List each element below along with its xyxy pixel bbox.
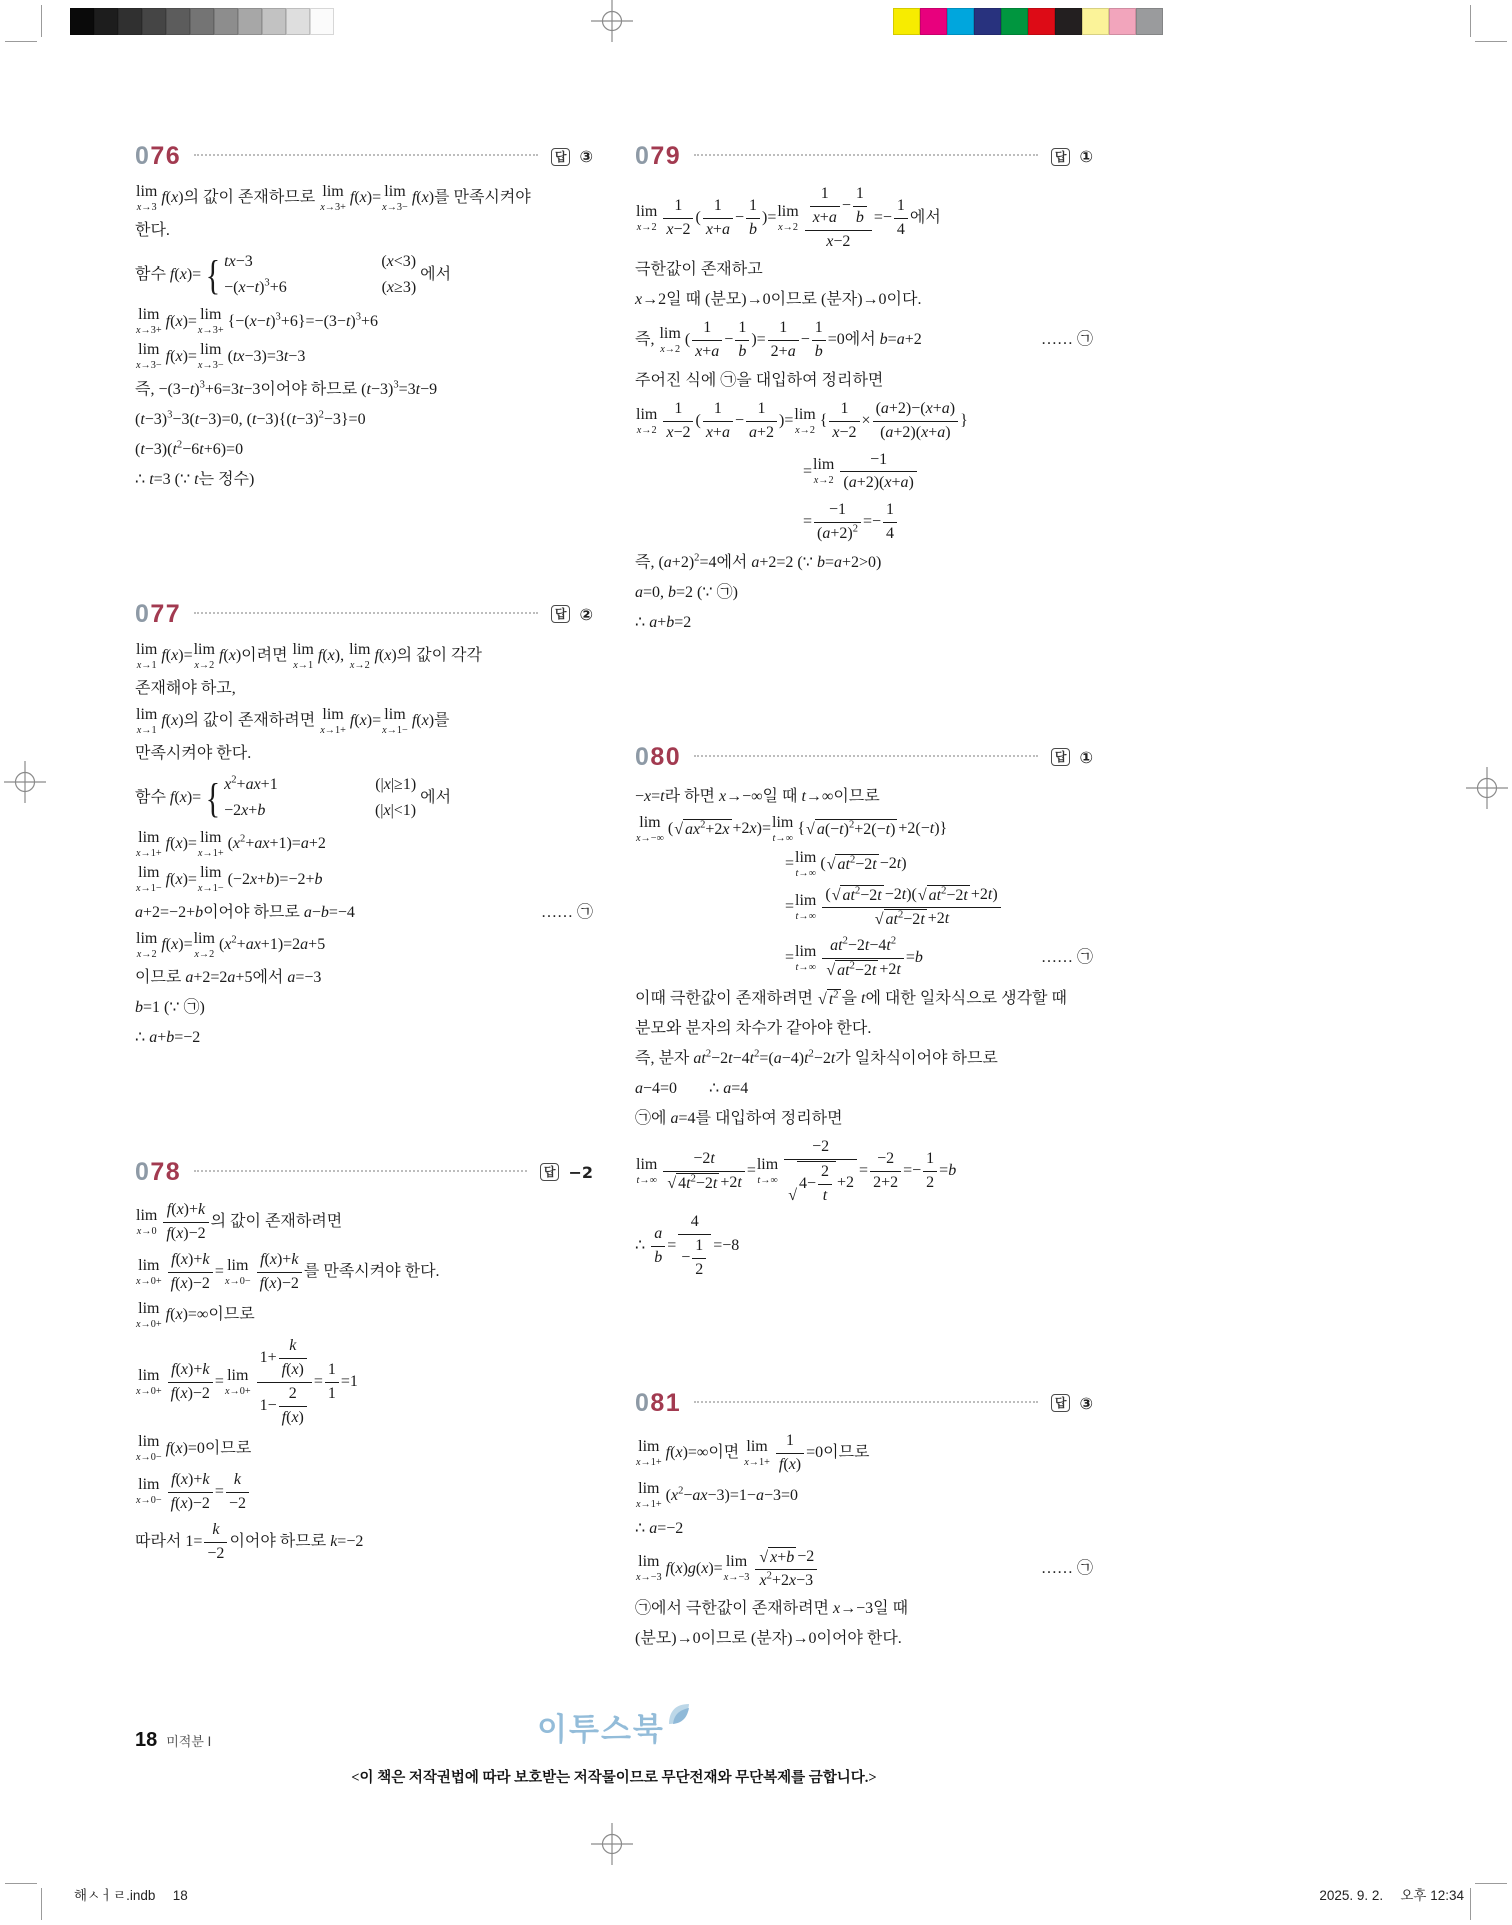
answer-badge: 답	[551, 605, 571, 623]
problem-number: 079	[635, 142, 682, 170]
registration-mark-bottom	[591, 1823, 633, 1865]
calibration-swatch	[893, 8, 920, 35]
answer-badge: 답	[1051, 1394, 1071, 1412]
solution-line: 만족시켜야 한다.	[135, 745, 252, 763]
dotted-leader	[694, 153, 1038, 156]
solution-line: lim x→−∞ ( √ $ax^2+2x$ +2x)= lim t→∞ { √ $a(-t)^2+2(-t)$ +2(−t)}	[636, 813, 948, 844]
solution-line: 주어진 식에 ㉠을 대입하여 정리하면	[635, 371, 884, 389]
crop-mark	[1470, 5, 1471, 37]
column-left	[135, 142, 593, 1657]
solution-line: 즉, 분자 $at^2-2t-4t^2=(a-4)t^2-2t$가 일차식이어야 하므로	[635, 1048, 998, 1068]
calibration-swatch	[190, 8, 214, 35]
problem-077	[135, 600, 593, 1050]
registration-mark-top	[591, 0, 633, 42]
solution-line: = lim x→2 $\frac{-1}{(a+2)(x+a)}$	[635, 450, 1093, 495]
answer-value: −2	[568, 1162, 593, 1182]
crop-mark	[1475, 1883, 1507, 1884]
crop-mark	[41, 1888, 42, 1920]
solution-line: ∴ a+b=2	[635, 613, 692, 631]
solution-line: b=1 (∵ ㉠)	[135, 998, 205, 1016]
problem-header	[135, 142, 593, 171]
solution-line: lim x→2 $\frac{1}{x-2}$ ( $\frac{1}{x+a}$ − $\frac{1}{a+2}$ )= lim x→2 { $\frac{1}{x-2}$ × $\frac{(a+2)-(x+a)}{(a+2)(x+a)}$ }	[636, 399, 968, 441]
solution-line: lim x→3+ f(x)= lim x→3+ $\{-(x-t)^3+6\}=-(3-t)^3+6$	[136, 306, 379, 337]
problem-header	[635, 142, 1093, 171]
answer-value: ②	[579, 604, 593, 624]
calibration-swatch	[1055, 8, 1082, 35]
problem-number: 076	[135, 142, 182, 170]
reference-tag: …… ㉠	[540, 903, 593, 921]
solution-line: x→2일 때 (분모)→0이므로 (분자)→0이다.	[635, 291, 922, 309]
problem-header	[135, 600, 593, 629]
crop-mark	[5, 41, 37, 42]
solution-line: 극한값이 존재하고	[635, 261, 763, 279]
answer-badge: 답	[551, 148, 571, 166]
problem-081	[635, 1389, 1093, 1652]
problem-number: 077	[135, 599, 182, 628]
reference-tag: …… ㉠	[1040, 331, 1093, 349]
solution-line: = $\frac{-1}{(a+2)^2}$ =− $\frac{1}{4}$	[635, 500, 1093, 545]
calibration-swatch	[974, 8, 1001, 35]
publisher-logo	[135, 1702, 1093, 1749]
problem-number: 081	[635, 1388, 682, 1417]
registration-mark-right	[1466, 767, 1508, 809]
registration-mark-left	[4, 761, 46, 803]
solution-line: 따라서 1= $\frac{k}{-2}$ 이어야 하므로 k=−2	[135, 1521, 364, 1563]
calibration-swatch	[310, 8, 334, 35]
page-number: 18	[135, 1729, 158, 1751]
crop-mark	[1470, 1888, 1471, 1920]
logo-leaf-icon	[667, 1702, 691, 1726]
calibration-swatch	[1001, 8, 1028, 35]
calibration-swatch	[1082, 8, 1109, 35]
solution-line: lim x→0− f(x)=0이므로	[136, 1433, 252, 1464]
solution-line: lim x→1 f(x)의 값이 존재하려면 lim x→1+ f(x)= lim x→1− f(x)를	[136, 705, 450, 736]
solution-line: ∴ $\frac{a}{b}$ = 4 − $\frac{1}{2}$ =−8	[635, 1213, 740, 1279]
problem-header	[635, 743, 1093, 772]
color-calibration-bar	[893, 8, 1163, 35]
dotted-leader	[194, 611, 538, 614]
reference-tag: …… ㉠	[1040, 949, 1093, 967]
answer-badge: 답	[540, 1163, 560, 1181]
publisher-logo-text: 이투스북	[537, 1712, 665, 1747]
calibration-swatch	[94, 8, 118, 35]
solution-line: lim x→0+ $\frac{f(x)+k}{f(x)-2}$ = lim x→0− $\frac{f(x)+k}{f(x)-2}$ 를 만족시켜야 한다.	[136, 1251, 440, 1293]
answer-value: ③	[1079, 1393, 1093, 1413]
solution-line: (분모)→0이므로 (분자)→0이어야 한다.	[635, 1630, 902, 1648]
problem-080	[635, 743, 1093, 1281]
book-title: 미적분 Ⅰ	[166, 1734, 212, 1749]
crop-mark	[1475, 41, 1507, 42]
solution-line: ㉠에서 극한값이 존재하려면 x→−3일 때	[635, 1600, 909, 1618]
print-datetime: 2025. 9. 2. 오후 12:34	[1319, 1888, 1464, 1903]
calibration-swatch	[1136, 8, 1163, 35]
problem-078	[135, 1158, 593, 1565]
calibration-swatch	[262, 8, 286, 35]
solution-line: lim x→0− $\frac{f(x)+k}{f(x)-2}$ = $\frac{k}{-2}$	[135, 1470, 593, 1515]
solution-line: lim x→3 f(x)의 값이 존재하므로 lim x→3+ f(x)= lim x→3− f(x)를 만족시켜야	[136, 183, 531, 213]
solution-line: = lim t→∞ ( √ $at^2-2t$ −2t)	[785, 849, 907, 879]
solution-line: 즉, $-(3-t)^3+6=3t-3$이어야 하므로 $(t-3)^3=3t-9$	[135, 379, 438, 398]
calibration-swatch	[214, 8, 238, 35]
calibration-swatch	[238, 8, 262, 35]
solution-line: 즉, $(a+2)^2=4$에서 a+2=2 (∵ b=a+2>0)	[635, 552, 882, 571]
dotted-leader	[694, 1400, 1038, 1403]
solution-line: lim x→1+ f(x)=∞이면 lim x→1+ $\frac{1}{f(x)}$ =0이므로	[636, 1431, 870, 1473]
solution-line: $(t-3)(t^2-6t+6)=0$	[135, 439, 244, 458]
calibration-swatch	[70, 8, 94, 35]
calibration-swatch	[286, 8, 310, 35]
calibration-swatch	[1109, 8, 1136, 35]
solution-line: lim x→0 $\frac{f(x)+k}{f(x)-2}$ 의 값이 존재하려면	[136, 1200, 343, 1242]
solution-line: 존재해야 하고,	[135, 679, 236, 697]
solution-line: 함수 f(x)= { tx−3 (x<3) $-(x-t)^3+6$ (x≥3) 에서	[135, 251, 452, 298]
solution-line: lim x→2 $\frac{1}{x-2}$ ( $\frac{1}{x+a}$ − $\frac{1}{b}$ )= lim x→2 $\frac{1}{x+a}$ − $\frac{1}{b}$ x−2 =− $\frac{1}{4}$ 에서	[636, 185, 941, 250]
answer-value: ③	[579, 147, 593, 166]
solution-columns	[135, 142, 1093, 1657]
print-file-info: 해ㅅㅓㄹ.indb 18	[74, 1888, 188, 1903]
crop-mark	[41, 5, 42, 37]
solution-line: lim x→2 f(x)= lim x→2 $(x^2+ax+1)=2a+5$	[136, 929, 326, 960]
reference-tag: …… ㉠	[1040, 1559, 1093, 1577]
problem-header	[135, 1158, 593, 1187]
solution-line: lim x→1 f(x)= lim x→2 f(x)이려면 lim x→1 f(x), lim x→2 f(x)의 값이 각각	[136, 640, 482, 671]
dotted-leader	[194, 1169, 527, 1172]
solution-line: $(t-3)^3-3(t-3)=0$, $(t-3)\{(t-3)^2-3\}=0$	[135, 409, 366, 428]
solution-line: lim x→1− f(x)= lim x→1− (−2x+b)=−2+b	[136, 864, 323, 895]
column-right	[635, 142, 1093, 1657]
answer-value: ①	[1079, 747, 1093, 767]
solution-line: −x=t라 하면 x→−∞일 때 t→∞이므로	[635, 787, 880, 805]
solution-line: 이므로 a+2=2a+5에서 a=−3	[135, 968, 322, 986]
solution-line: lim x→0+ $\frac{f(x)+k}{f(x)-2}$ = lim x→0+ 1+ $\frac{k}{f(x)}$ 1− $\frac{2}{f(x)}$ = $\frac{1}{1}$ =1	[136, 1337, 358, 1426]
calibration-swatch	[947, 8, 974, 35]
calibration-swatch	[920, 8, 947, 35]
calibration-swatch	[142, 8, 166, 35]
solution-line: lim x→−3 f(x)g(x)= lim x→−3 √ x+b −2 $x^2+2x-3$ …… ㉠	[636, 1547, 1093, 1589]
solution-line: lim x→1+ f(x)= lim x→1+ $(x^2+ax+1)=a+2$	[136, 829, 326, 860]
solution-line: lim x→0+ f(x)=∞이므로	[136, 1300, 255, 1331]
problem-number: 078	[135, 1157, 182, 1186]
dotted-leader	[194, 153, 538, 156]
solution-line: a+2=−2+b이어야 하므로 a−b=−4 …… ㉠	[135, 901, 593, 925]
solution-line: ㉠에 a=4를 대입하여 정리하면	[635, 1110, 843, 1128]
dotted-leader	[694, 754, 1038, 757]
grayscale-calibration-bar	[70, 8, 334, 35]
calibration-swatch	[118, 8, 142, 35]
solution-line: ∴ t=3 (∵ t는 정수)	[135, 470, 255, 488]
calibration-swatch	[1028, 8, 1055, 35]
solution-line: lim x→1+ $(x^2-ax-3)=1-a-3=0$	[636, 1480, 798, 1511]
solution-line: ∴ a+b=−2	[135, 1028, 201, 1046]
problem-header	[635, 1389, 1093, 1418]
solution-line: ∴ a=−2	[635, 1519, 684, 1537]
copyright-notice: <이 책은 저작권법에 따라 보호받는 저작물이므로 무단전재와 무단복제를 금합니다.>	[351, 1770, 877, 1786]
answer-badge: 답	[1051, 748, 1071, 766]
solution-line: 즉, lim x→2 ( $\frac{1}{x+a}$ − $\frac{1}{b}$ )= $\frac{1}{2+a}$ − $\frac{1}{b}$ =0에서 b=a+2 …… ㉠	[635, 319, 1093, 361]
solution-line: 이때 극한값이 존재하려면 √ $t^2$ 을 t에 대한 일차식으로 생각할 때	[635, 989, 1067, 1008]
calibration-swatch	[166, 8, 190, 35]
answer-value: ①	[1079, 147, 1093, 166]
solution-line: a−4=0 ∴ a=4	[635, 1080, 749, 1098]
crop-mark	[5, 1883, 37, 1884]
solution-line: a=0, b=2 (∵ ㉠)	[635, 583, 738, 601]
solution-line: = lim t→∞ ( √ $at^2-2t$ −2t)( √ $at^2-2t$ +2t) √ $at^2-2t$ +2t	[635, 885, 1093, 930]
answer-badge: 답	[1051, 148, 1071, 166]
solution-line: = lim t→∞ $at^2-2t-4t^2$ √ $at^2-2t$ +2t =b …… ㉠	[785, 935, 1093, 980]
problem-079	[635, 142, 1093, 635]
problem-number: 080	[635, 742, 682, 771]
solution-line: 분모와 분자의 차수가 같아야 한다.	[635, 1020, 872, 1038]
solution-line: 함수 f(x)= { $x^2+ax+1$ (|x|≥1) −2x+b (|x|<1) 에서	[135, 774, 452, 821]
solution-line: lim t→∞ −2t √ $4t^2-2t$ +2t = lim t→∞ −2 √ 4− $\frac{2}{t}$ +2 = $\frac{-2}{2+2}$ =− $\frac{1}{2}$ =b	[636, 1138, 957, 1205]
solution-line: 한다.	[135, 222, 170, 240]
problem-076	[135, 142, 593, 492]
solution-line: lim x→3− f(x)= lim x→3− (tx−3)=3t−3	[136, 341, 306, 372]
